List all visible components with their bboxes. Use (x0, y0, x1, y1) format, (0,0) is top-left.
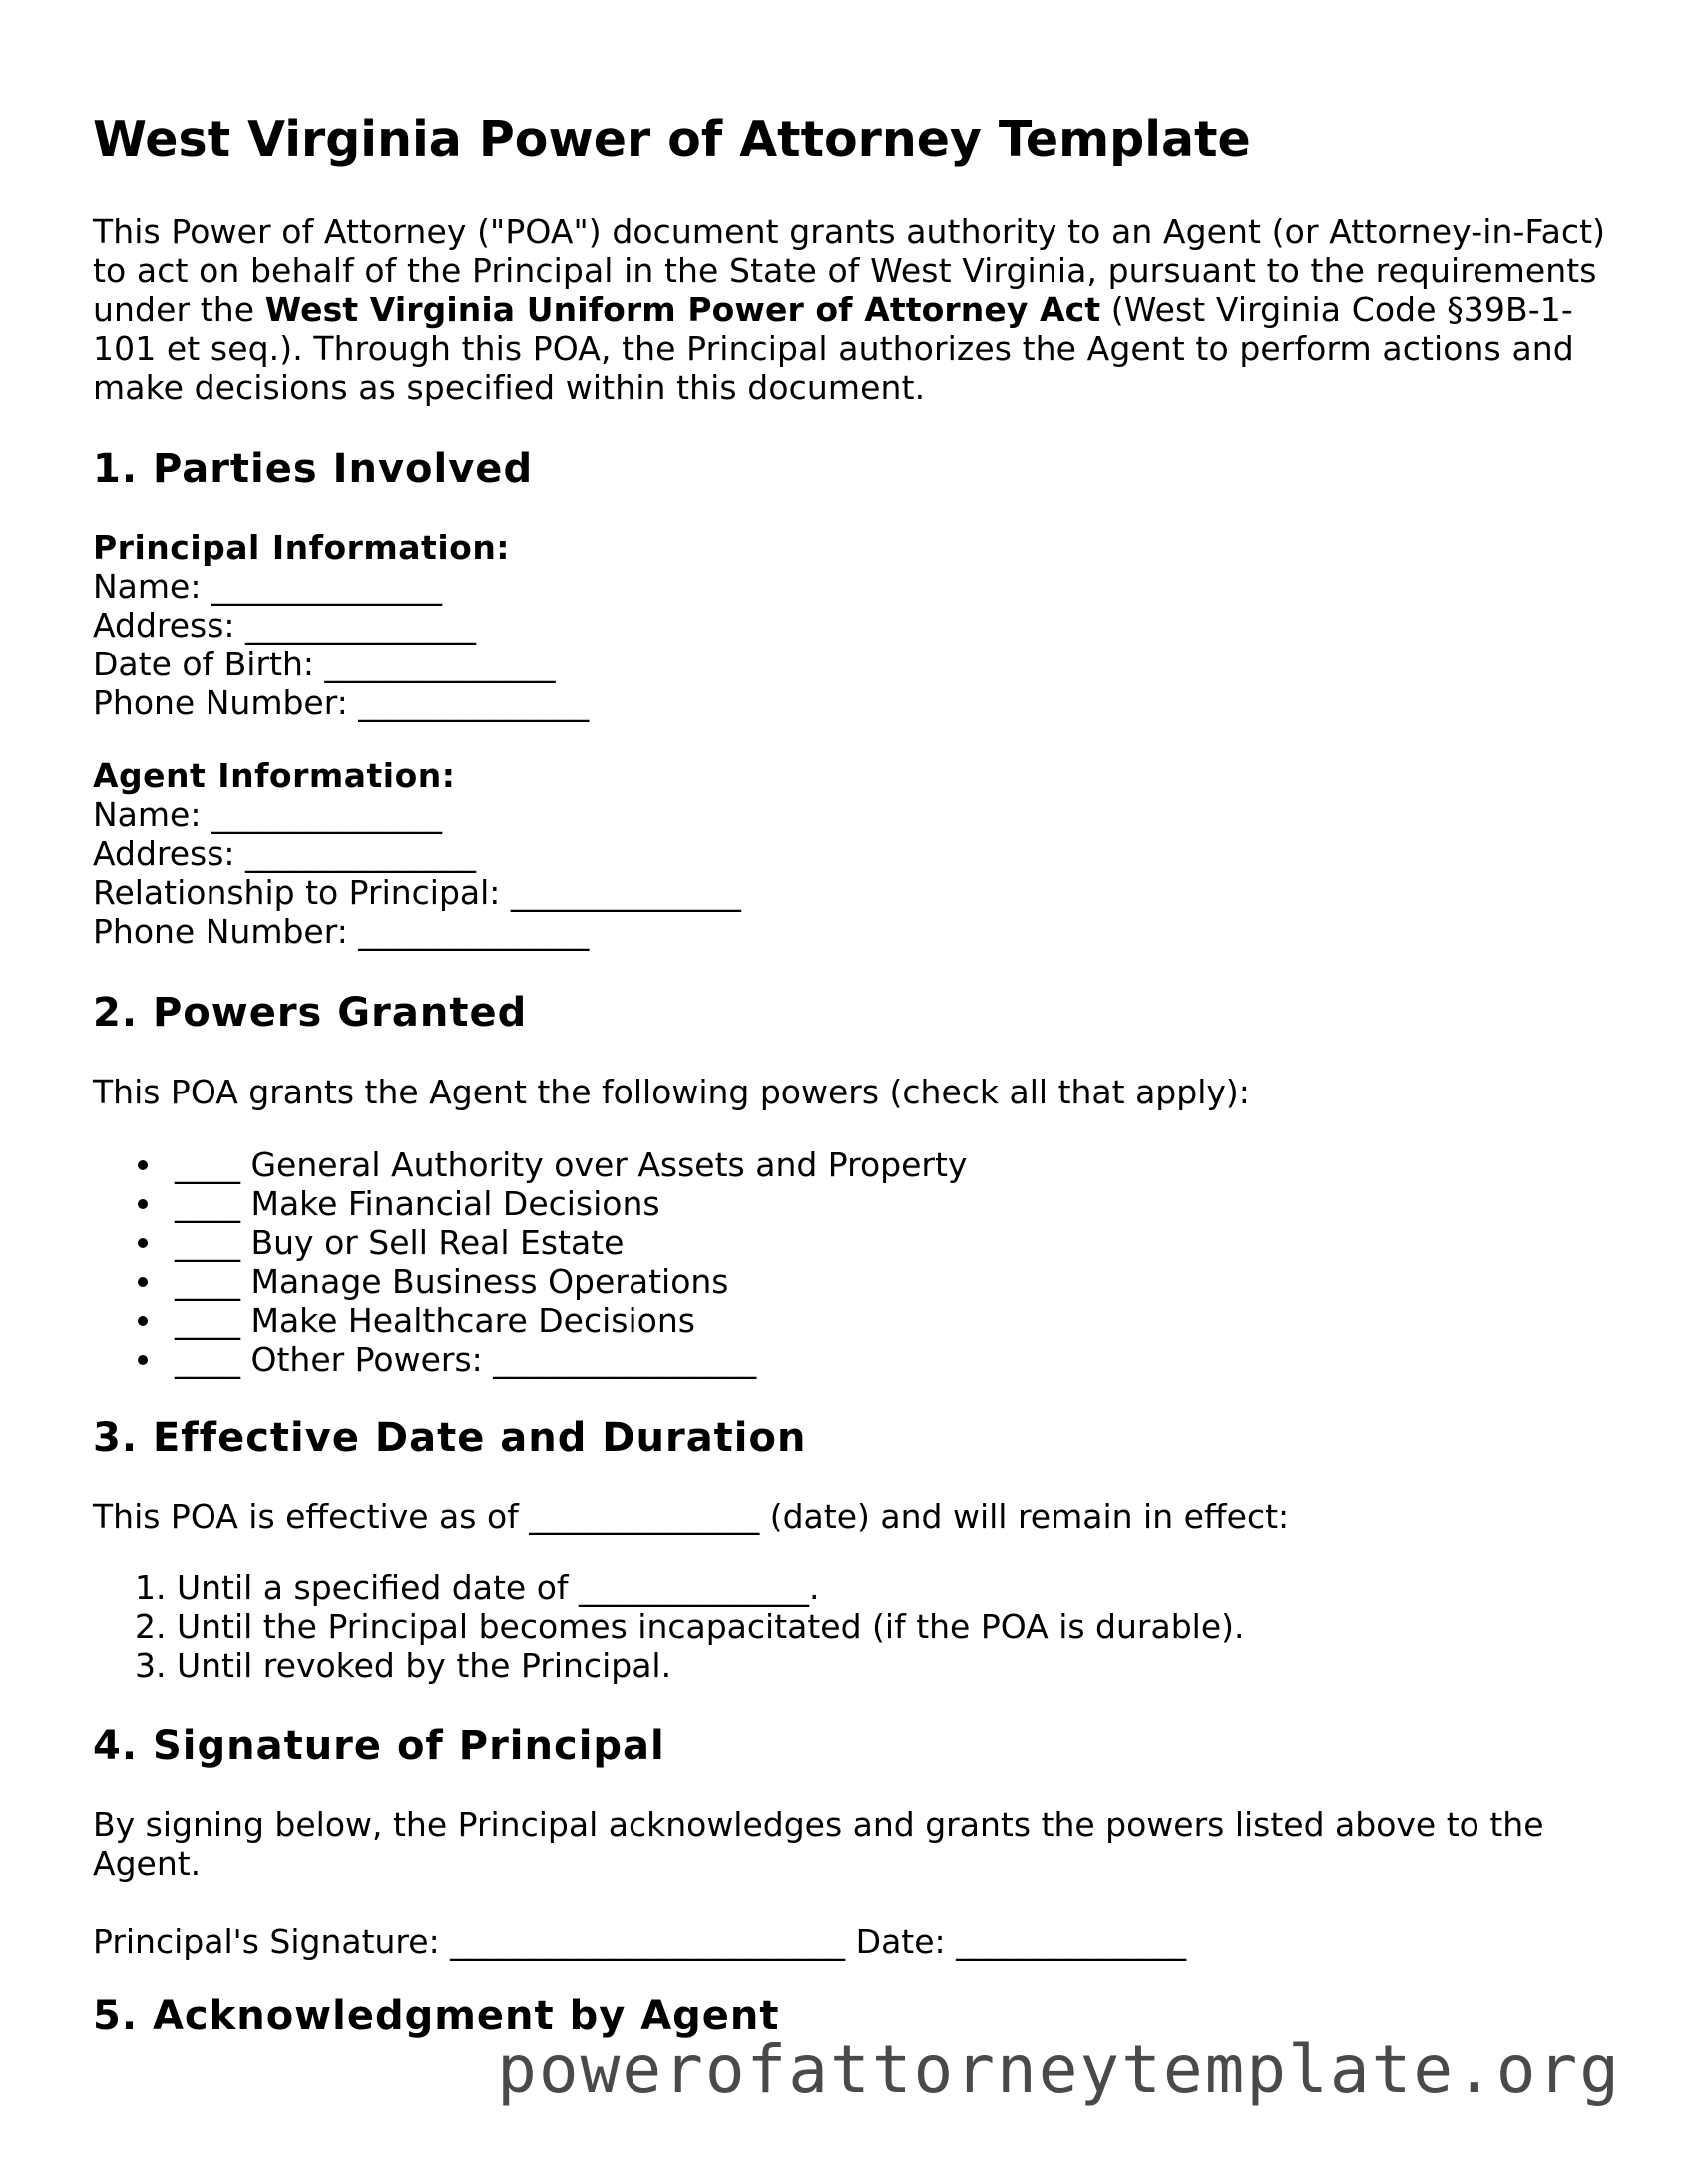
list-item: 2. Until the Principal becomes incapacitated (if the POA is durable). (135, 1607, 1245, 1646)
principal-signature-line[interactable]: Principal's Signature: ________________________ Date: ______________ (93, 1922, 1187, 1961)
list-item[interactable]: ____ Make Financial Decisions (93, 1184, 967, 1223)
principal-phone-field[interactable]: Phone Number: ______________ (93, 683, 590, 722)
list-item[interactable]: ____ Buy or Sell Real Estate (93, 1223, 967, 1262)
section-2-heading: 2. Powers Granted (93, 990, 528, 1036)
principal-information (93, 528, 589, 722)
agent-address-field[interactable]: Address: ______________ (93, 834, 477, 873)
agent-phone-field[interactable]: Phone Number: ______________ (93, 912, 590, 951)
principal-dob-field[interactable]: Date of Birth: ______________ (93, 645, 556, 683)
intro-paragraph (93, 213, 1609, 407)
section-3-heading: 3. Effective Date and Duration (93, 1415, 807, 1461)
list-item: 3. Until revoked by the Principal. (135, 1646, 672, 1685)
agent-information (93, 756, 741, 951)
list-item: 1. Until a specified date of ______________. (135, 1568, 820, 1607)
list-item[interactable]: ____ General Authority over Assets and Property (93, 1145, 967, 1184)
act-name: West Virginia Uniform Power of Attorney Act (264, 290, 1101, 329)
agent-relationship-field[interactable]: Relationship to Principal: ______________ (93, 873, 741, 912)
site-watermark: powerofattorneytemplate.org (497, 2031, 1621, 2108)
list-item[interactable]: ____ Other Powers: ________________ (93, 1340, 967, 1379)
signature-statement: By signing below, the Principal acknowledges and grants the powers listed above to the Agent. (93, 1805, 1544, 1883)
intro-text-start: This Power of Attorney ("POA") document grants authority to an Agent (or Attorney-in-Fact) to act on behalf of the Principal in the State of West Virginia, pursuant to the requirements under the (93, 213, 1606, 329)
agent-name-field[interactable]: Name: ______________ (93, 795, 442, 834)
powers-list (93, 1145, 967, 1379)
principal-name-field[interactable]: Name: ______________ (93, 567, 442, 606)
page-title: West Virginia Power of Attorney Template (93, 111, 1251, 168)
effective-date-text: This POA is effective as of ______________ (date) and will remain in effect: (93, 1497, 1290, 1535)
intro-text-end: (West Virginia Code §39B-1-101 et seq.). Through this POA, the Principal authorizes the Agent to perform actions and make decisions as specified within this document. (93, 290, 1574, 407)
principal-address-field[interactable]: Address: ______________ (93, 606, 477, 645)
powers-intro: This POA grants the Agent the following powers (check all that apply): (93, 1073, 1250, 1111)
agent-info-label: Agent Information: (93, 756, 456, 795)
section-1-heading: 1. Parties Involved (93, 446, 534, 492)
duration-list (93, 1568, 1245, 1685)
section-5-heading: 5. Acknowledgment by Agent (93, 1993, 780, 2039)
section-4-heading: 4. Signature of Principal (93, 1723, 665, 1769)
list-item[interactable]: ____ Manage Business Operations (93, 1262, 967, 1301)
principal-info-label: Principal Information: (93, 528, 511, 567)
list-item[interactable]: ____ Make Healthcare Decisions (93, 1301, 967, 1340)
